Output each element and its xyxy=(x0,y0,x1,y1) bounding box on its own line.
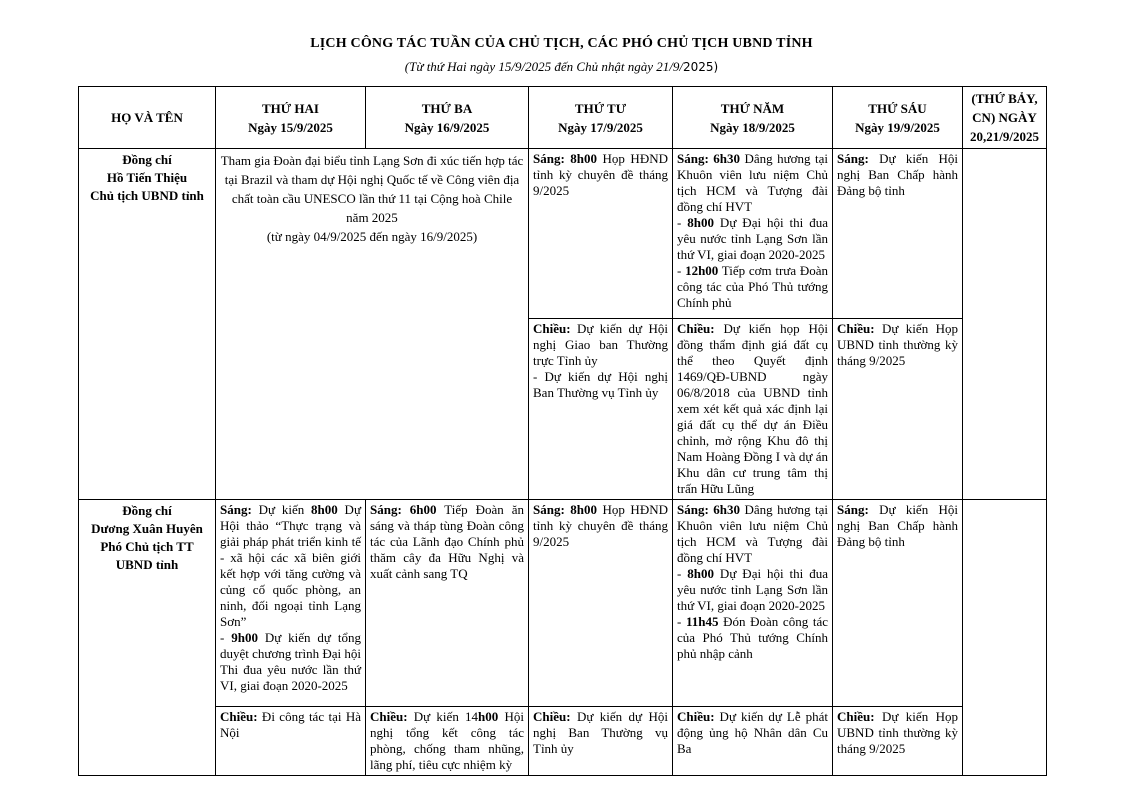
cell-row2-thu-afternoon: Chiều: Dự kiến dự Lễ phát động ủng hộ Nhân dân Cu Ba xyxy=(673,707,833,776)
col-header-friday xyxy=(833,87,963,149)
day-date: Ngày 18/9/2025 xyxy=(710,119,795,135)
day-label: THỨ SÁU xyxy=(868,100,927,116)
col-header-monday xyxy=(216,87,366,149)
day-label: THỨ NĂM xyxy=(720,100,785,116)
day-date: Ngày 19/9/2025 xyxy=(855,119,940,135)
cell-row2-tue-morning: Sáng: 6h00 Tiếp Đoàn ăn sáng và tháp tùng Đoàn công tác của Lãnh đạo Chính phủ thăm cây đa Hữu Nghị và xuất cảnh sang TQ xyxy=(366,500,529,707)
cell-row1-thu-morning: Sáng: 6h30 Dâng hương tại Khuôn viên lưu niệm Chủ tịch HCM và Tượng đài đồng chí HVT - 8h00 Dự Đại hội thi đua yêu nước tỉnh Lạng Sơn lần thứ VI, giai đoạn 2020-2025 - 12h00 Tiếp cơm trưa Đoàn công tác của Phó Thủ tướng Chính phủ xyxy=(673,149,833,319)
row2-afternoon xyxy=(79,707,1047,776)
day-date: Ngày 16/9/2025 xyxy=(404,119,490,135)
day-label: THỨ HAI xyxy=(262,100,319,116)
cell-row2-wed-morning: Sáng: 8h00 Họp HĐND tỉnh kỳ chuyên đề tháng 9/2025 xyxy=(529,500,673,707)
cell-row2-fri-afternoon: Chiều: Dự kiến Họp UBND tỉnh thường kỳ tháng 9/2025 xyxy=(833,707,963,776)
day-label: THỨ TƯ xyxy=(574,100,627,116)
page-title: LỊCH CÔNG TÁC TUẦN CỦA CHỦ TỊCH, CÁC PHÓ CHỦ TỊCH UBND TỈNH xyxy=(310,36,813,51)
cell-row2-mon-morning: Sáng: Dự kiến 8h00 Dự Hội thảo “Thực trạng và giải pháp phát triển kinh tế - xã hội các xã biên giới kết hợp với tăng cường và củng cố quốc phòng, an ninh, đối ngoại tỉnh Lạng Sơn” - 9h00 Dự kiến dự tổng duyệt chương trình Đại hội Thi đua yêu nước lần thứ VI, giai đoạn 2020-2025 xyxy=(216,500,366,707)
col-header-weekend: (THỨ BẢY, CN) NGÀY 20,21/9/2025 xyxy=(963,87,1047,149)
table-header-row xyxy=(79,87,1047,149)
officer-name-row2: Đồng chí Dương Xuân Huyên Phó Chủ tịch TT UBND tỉnh xyxy=(79,500,216,776)
cell-row1-wed-morning: Sáng: 8h00 Họp HĐND tỉnh kỳ chuyên đề tháng 9/2025 xyxy=(529,149,673,319)
page-subtitle xyxy=(0,59,1123,75)
cell-row2-thu-morning: Sáng: 6h30 Dâng hương tại Khuôn viên lưu niệm Chủ tịch HCM và Tượng đài đồng chí HVT - 8h00 Dự Đại hội thi đua yêu nước tỉnh Lạng Sơn lần thứ VI, giai đoạn 2020-2025 - 11h45 Đón Đoàn công tác của Phó Thủ tướng Chính phủ nhập cảnh xyxy=(673,500,833,707)
col-header-wednesday xyxy=(529,87,673,149)
row1-morning xyxy=(79,149,1047,319)
cell-row2-weekend xyxy=(963,500,1047,776)
subtitle-italic: (Từ thứ Hai ngày 15/9/2025 đến Chủ nhật ngày 21/9/ xyxy=(404,59,683,74)
day-date: Ngày 15/9/2025 xyxy=(248,119,333,135)
row2-morning xyxy=(79,500,1047,707)
col-header-tuesday xyxy=(366,87,529,149)
cell-row1-weekend xyxy=(963,149,1047,500)
cell-row2-fri-morning: Sáng: Dự kiến Hội nghị Ban Chấp hành Đảng bộ tỉnh xyxy=(833,500,963,707)
col-header-thursday xyxy=(673,87,833,149)
cell-row2-mon-afternoon: Chiều: Đi công tác tại Hà Nội xyxy=(216,707,366,776)
cell-row1-fri-afternoon: Chiều: Dự kiến Họp UBND tỉnh thường kỳ tháng 9/2025 xyxy=(833,319,963,500)
col-header-name: HỌ VÀ TÊN xyxy=(79,87,216,149)
cell-row1-wed-afternoon: Chiều: Dự kiến dự Hội nghị Giao ban Thường trực Tỉnh ủy - Dự kiến dự Hội nghị Ban Thường vụ Tỉnh ủy xyxy=(529,319,673,500)
cell-row1-fri-morning: Sáng: Dự kiến Hội nghị Ban Chấp hành Đảng bộ tỉnh xyxy=(833,149,963,319)
schedule-table xyxy=(78,86,1047,776)
cell-row1-mon-tue-trip: Tham gia Đoàn đại biểu tỉnh Lạng Sơn đi xúc tiến hợp tác tại Brazil và tham dự Hội nghị Quốc tế về Công viên địa chất toàn cầu UNESCO lần thứ 11 tại Cộng hoà Chile năm 2025 (từ ngày 04/9/2025 đến ngày 16/9/2025) xyxy=(216,149,529,500)
day-date: Ngày 17/9/2025 xyxy=(558,119,643,135)
subtitle-upright: 2025) xyxy=(682,60,719,74)
cell-row2-wed-afternoon: Chiều: Dự kiến dự Hội nghị Ban Thường vụ Tỉnh ủy xyxy=(529,707,673,776)
day-label: THỨ BA xyxy=(421,100,473,116)
officer-name-row1: Đồng chí Hồ Tiến Thiệu Chủ tịch UBND tỉnh xyxy=(79,149,216,500)
cell-row1-thu-afternoon: Chiều: Dự kiến họp Hội đồng thẩm định giá đất cụ thể theo Quyết định 1469/QĐ-UBND ngày 06/8/2018 của UBND tỉnh xem xét kết quả xác định lại giá đất cụ thể dự án Điều chỉnh, mở rộng Khu đô thị Nam Hoàng Đồng I và dự án Khu dân cư trung tâm thị trấn Hữu Lũng xyxy=(673,319,833,500)
cell-row2-tue-afternoon: Chiều: Dự kiến 14h00 Hội nghị tổng kết công tác phòng, chống tham nhũng, lãng phí, tiêu cực nhiệm kỳ xyxy=(366,707,529,776)
